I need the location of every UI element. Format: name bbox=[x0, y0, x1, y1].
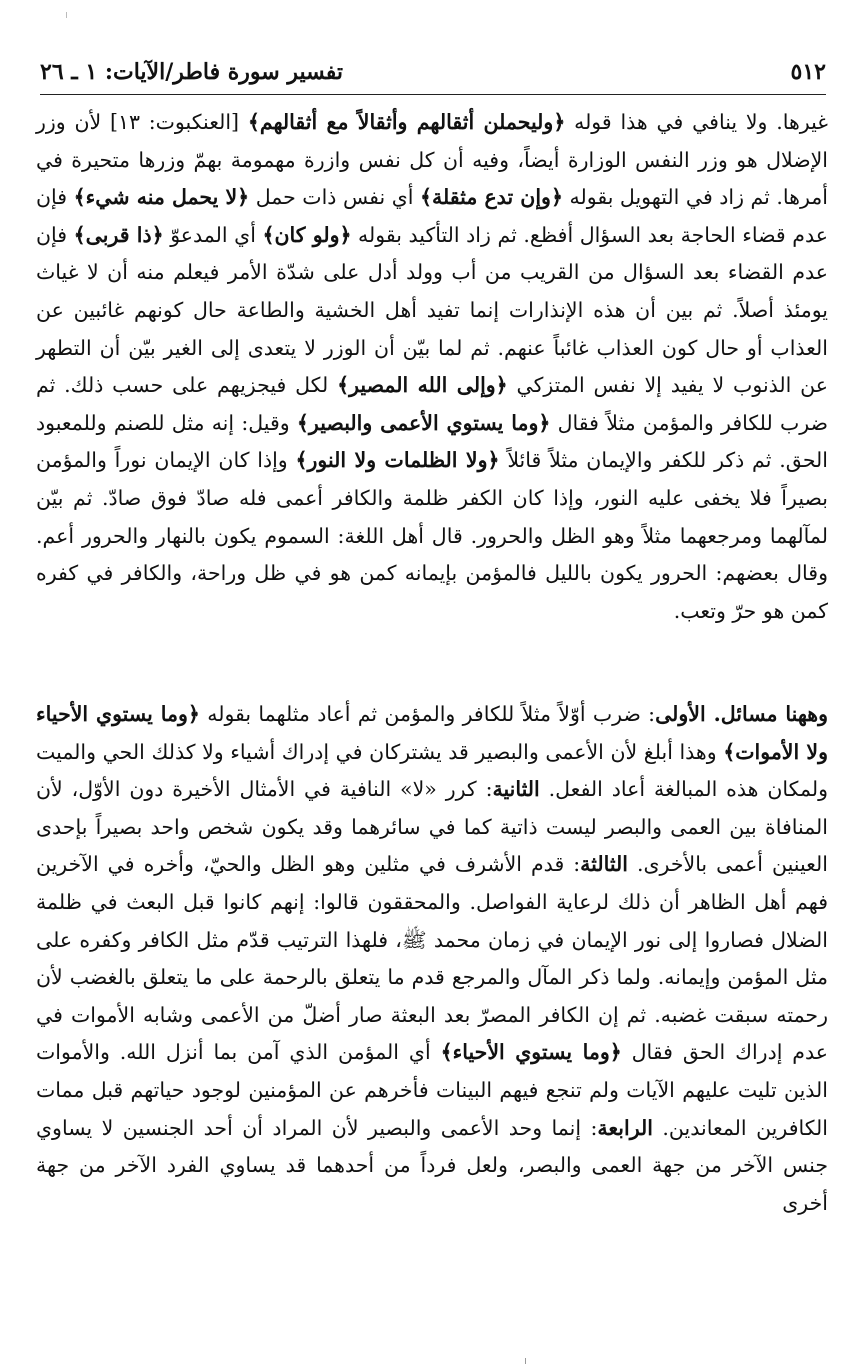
quoted-phrase: ﴿ذا قربى﴾ bbox=[73, 222, 164, 247]
running-title: تفسير سورة فاطر/الآيات: ١ ـ ٢٦ bbox=[40, 59, 344, 85]
text-run: فإن عدم قضاء الحاجة بعد السؤال أفظع. ثم زاد التأكيد بقوله bbox=[36, 185, 828, 247]
text-run: وهذا أبلغ لأن الأعمى والبصير قد يشتركان في إدراك أشياء ولا كذلك الحي والميت ولمكان هذه المبالغة أعاد الفعل. bbox=[36, 739, 829, 802]
text-run: : قدم الأشرف في مثلين وهو الظل والحيّ، وأخره في الآخرين فهم أهل الظاهر أن ذلك لرعاية الفواصل. والمحققون قالوا: إنهم كانوا قبل البعث في ظلمة الضلال فصاروا إلى نور الإيمان في زمان محمد ﷺ، فلهذا الترتيب قدّم مثل الكافر وكفره على مثل المؤمن وإيمانه. ولما ذكر المآل والمرجع قدم ما يتعلق بالرحمة على ما يتعلق بالغضب لأن رحمته سبقت غضبه. ثم إن الكافر المصرّ بعد البعثة صار أضلّ من الأعمى وشابه الأموات في عدم إدراك الحق فقال bbox=[36, 852, 828, 1065]
scan-speck-bottom bbox=[525, 1358, 526, 1364]
quoted-phrase: الرابعة bbox=[597, 1115, 653, 1140]
text-run: أي المؤمن الذي آمن بما أنزل الله. والأموات الذين تليت عليهم الآيات ولم تنجع فيهم البينات فأخرهم عن المؤمنين لوجود حياتهم قبل ممات الكافرين المعاندين. bbox=[36, 1040, 829, 1140]
scan-speck bbox=[66, 12, 67, 18]
page-header bbox=[40, 52, 826, 92]
text-run: أي نفس ذات حمل bbox=[249, 185, 420, 210]
quoted-phrase: الأولى bbox=[655, 702, 706, 726]
paragraph-2-text bbox=[36, 696, 828, 1222]
quoted-phrase: ﴿وما يستوي الأحياء﴾ bbox=[440, 1040, 622, 1065]
quoted-phrase: ﴿وإلى الله المصير﴾ bbox=[337, 373, 508, 398]
quoted-phrase: ﴿وما يستوي الأعمى والبصير﴾ bbox=[296, 410, 551, 435]
text-run: : ضرب أوّلاً مثلاً للكافر والمؤمن ثم أعاد مثلهما بقوله bbox=[199, 702, 656, 726]
text-run: وقيل: إنه مثل للصنم وللمعبود الحق. ثم ذكر للكفر والإيمان مثلاً قائلاً bbox=[36, 410, 828, 473]
paragraph-2 bbox=[36, 696, 828, 1222]
text-run: وإذا كان الإيمان نوراً والمؤمن بصيراً فلا يخفى عليه النور، وإذا كان الكفر ظلمة والكافر أعمى فله صادّ فوق صادّ. ثم بيّن لمآلهما ومرجعهما مثلاً وهو الظل والحرور. قال أهل اللغة: السموم يكون بالنهار والحرور أعم. وقال بعضهم: الحرور يكون بالليل فالمؤمن بإيمانه كمن هو في ظل وراحة، والكافر في كفره كمن هو حرّ وتعب. bbox=[36, 448, 828, 623]
header-rule bbox=[40, 94, 826, 95]
quoted-phrase: وههنا مسائل. bbox=[705, 702, 829, 726]
text-run: [العنكبوت: ١٣] لأن وزر الإضلال هو وزر النفس الوزارة أيضاً، وفيه أن كل نفس وازرة مهمومة بهمّ وزرها متحيرة في أمرها. ثم زاد في التهويل بقوله bbox=[36, 110, 828, 210]
paragraph-1-text bbox=[36, 104, 828, 630]
page-number: ٥١٢ bbox=[790, 59, 826, 85]
quoted-phrase: الثالثة bbox=[580, 852, 628, 877]
quoted-phrase: ﴿وليحملن أثقالهم وأثقالاً مع أثقالهم﴾ bbox=[247, 110, 566, 134]
text-run: لكل فيجزيهم على حسب ذلك. ثم ضرب للكافر والمؤمن مثلاً فقال bbox=[36, 373, 828, 435]
text-run: أي المدعوّ bbox=[163, 222, 263, 247]
quoted-phrase: الثانية bbox=[492, 777, 540, 802]
quoted-phrase: ﴿لا يحمل منه شيء﴾ bbox=[73, 185, 250, 210]
paragraph-1 bbox=[36, 104, 828, 630]
text-run: : كرر «لا» النافية في الأمثال الأخيرة دون الأوّل، لأن المنافاة بين العمى والبصر ليست ذاتية كما في سائرهما وقد يكون شخص واحد بصيراً بإحدى العينين أعمى بالأخرى. bbox=[36, 777, 828, 877]
quoted-phrase: ﴿وما يستوي الأحياء ولا الأموات﴾ bbox=[36, 702, 828, 764]
text-run: فإن عدم القضاء بعد السؤال من القريب من أب وولد أدل على شدّة الأمر فيعلم منه أن لا غياث يومئذ أصلاً. ثم بين أن هذه الإنذارات إنما تفيد أهل الخشية والطاعة حال كونهم غائبين عن العذاب أو حال كون العذاب غائباً عنهم. ثم لما بيّن أن الوزر لا يتعدى إلى الغير بيّن أن التطهر عن الذنوب لا يفيد إلا نفس المتزكي bbox=[36, 222, 829, 398]
text-run: غيرها. ولا ينافي في هذا قوله bbox=[565, 110, 828, 134]
quoted-phrase: ﴿ولو كان﴾ bbox=[262, 222, 352, 247]
text-run: : إنما وحد الأعمى والبصير لأن المراد أن أحد الجنسين لا يساوي جنس الآخر من جهة العمى والبصر، ولعل فرداً من أحدهما قد يساوي الفرد الآخر من جهة أخرى bbox=[36, 1115, 828, 1215]
quoted-phrase: ﴿ولا الظلمات ولا النور﴾ bbox=[295, 448, 500, 473]
quoted-phrase: ﴿وإن تدع مثقلة﴾ bbox=[419, 185, 563, 210]
